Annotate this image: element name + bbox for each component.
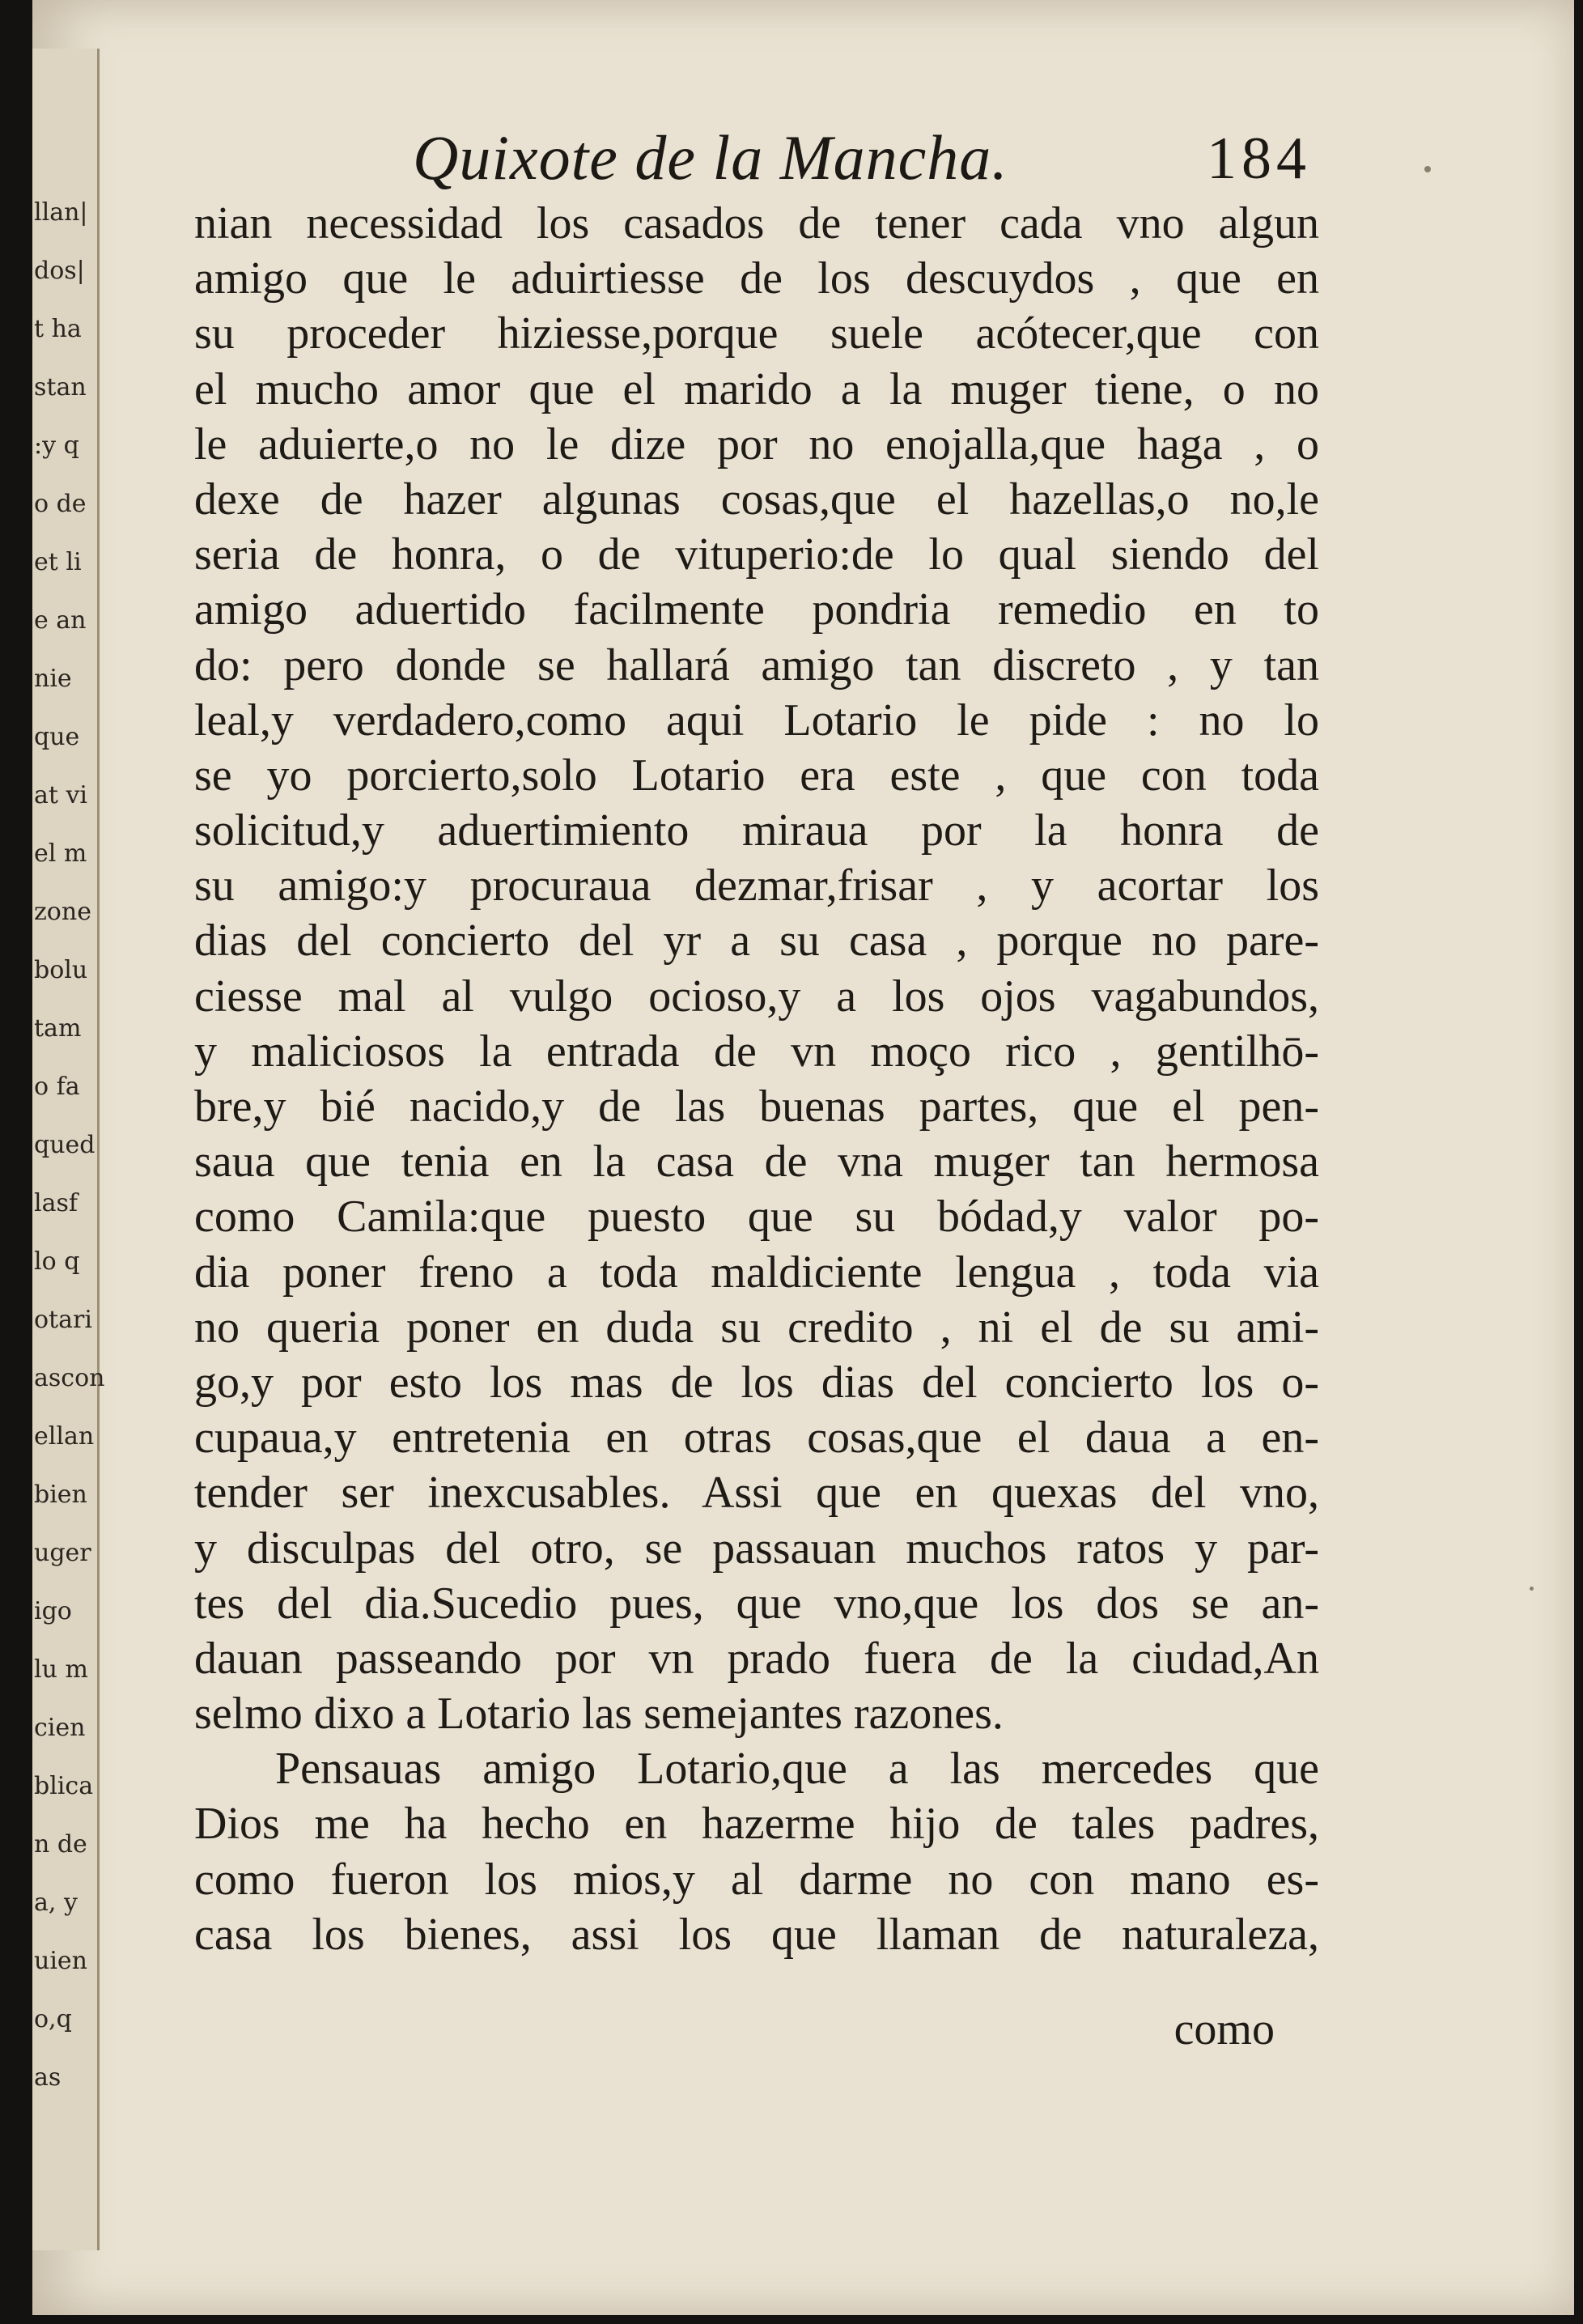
text-line: seria de honra, o de vituperio:de lo qual siendo del [194, 529, 1319, 580]
facing-page-fragment: bien [34, 1481, 87, 1509]
text-line: dia poner freno a toda maldiciente lengua , toda via [194, 1247, 1319, 1298]
facing-page-fragment: lu m [34, 1655, 88, 1684]
text-line: como fueron los mios,y al darme no con mano es- [194, 1854, 1319, 1905]
text-line: amigo aduertido facilmente pondria remedio en to [194, 584, 1319, 635]
facing-page-fragment: et li [34, 548, 82, 576]
facing-page-fragment: blica [34, 1772, 94, 1800]
facing-page-fragment: qued [34, 1131, 95, 1159]
text-line: nian necessidad los casados de tener cada vno algun [194, 198, 1319, 249]
text-line: Pensauas amigo Lotario,que a las mercedes que [275, 1744, 1319, 1795]
facing-page-edge [32, 49, 105, 2250]
text-line: y maliciosos la entrada de vn moço rico , gentilhō- [194, 1026, 1319, 1077]
facing-page-fragment: que [34, 723, 80, 751]
facing-page-fragment: e an [34, 606, 87, 635]
text-line: cupaua,y entretenia en otras cosas,que el daua a en- [194, 1413, 1319, 1464]
book-page [32, 0, 1574, 2315]
facing-page-fragment: uger [34, 1539, 91, 1567]
facing-page-fragment: nie [34, 665, 72, 693]
facing-page-fragment: uien [34, 1947, 87, 1975]
text-line: go,y por esto los mas de los dias del concierto los o- [194, 1357, 1319, 1408]
facing-page-fragment: tam [34, 1014, 82, 1043]
facing-page-fragment: stan [34, 373, 87, 401]
facing-page-fragment: as [34, 2063, 62, 2092]
facing-page-fragment: at vi [34, 781, 88, 809]
text-line: tes del dia.Sucedio pues, que vno,que los dos se an- [194, 1578, 1319, 1629]
text-line: como Camila:que puesto que su bódad,y valor po- [194, 1192, 1319, 1243]
text-line: su amigo:y procuraua dezmar,frisar , y acortar los [194, 860, 1319, 911]
facing-page-fragment: o de [34, 490, 87, 518]
facing-page-fragment: el m [34, 839, 87, 868]
facing-page-fragment: n de [34, 1830, 87, 1859]
text-line: solicitud,y aduertimiento miraua por la honra de [194, 805, 1319, 856]
folio-number: 184 [1207, 125, 1311, 192]
facing-page-fragment: lo q [34, 1247, 80, 1276]
text-line: do: pero donde se hallará amigo tan discreto , y tan [194, 639, 1319, 690]
facing-page-fragment: cien [34, 1714, 86, 1742]
facing-page-fragment: igo [34, 1597, 72, 1625]
facing-page-fragment: lasf [34, 1189, 78, 1217]
running-title: Quixote de la Mancha. [413, 122, 1008, 193]
text-line: y disculpas del otro, se passauan muchos ratos y par- [194, 1523, 1319, 1574]
body-text [194, 196, 1319, 1962]
text-line: leal,y verdadero,como aqui Lotario le pide : no lo [194, 695, 1319, 746]
text-line: tender ser inexcusables. Assi que en quexas del vno, [194, 1468, 1319, 1519]
facing-page-fragment: ascon [34, 1364, 105, 1392]
text-line: ciesse mal al vulgo ocioso,y a los ojos vagabundos, [194, 971, 1319, 1022]
facing-page-fragment: llan| [34, 198, 88, 227]
text-line: no queria poner en duda su credito , ni el de su ami- [194, 1302, 1319, 1353]
text-line: se yo porcierto,solo Lotario era este , que con toda [194, 750, 1319, 801]
text-line: el mucho amor que el marido a la muger tiene, o no [194, 363, 1319, 414]
catchword: como [1173, 2004, 1275, 2054]
facing-page-fragment: o fa [34, 1073, 80, 1101]
text-line: casa los bienes, assi los que llaman de naturaleza, [194, 1909, 1319, 1960]
text-line: su proceder hiziesse,porque suele acótecer,que con [194, 308, 1319, 359]
facing-page-fragment: bolu [34, 956, 88, 984]
text-line: dexe de hazer algunas cosas,que el hazellas,o no,le [194, 474, 1319, 525]
facing-page-fragment: dos| [34, 257, 85, 285]
paper-blemish [1530, 1587, 1534, 1591]
facing-page-fragment: a, y [34, 1889, 78, 1917]
facing-page-fragment: :y q [34, 431, 79, 460]
paper-blemish [1424, 166, 1431, 172]
facing-page-fragment: t ha [34, 315, 82, 343]
text-line: dias del concierto del yr a su casa , porque no pare- [194, 916, 1319, 967]
facing-page-fragment: o,q [34, 2005, 72, 2033]
text-line: le aduierte,o no le dize por no enojalla,que haga , o [194, 418, 1319, 469]
text-line: bre,y bié nacido,y de las buenas partes, que el pen- [194, 1081, 1319, 1132]
text-line: Dios me ha hecho en hazerme hijo de tales padres, [194, 1799, 1319, 1850]
text-line: saua que tenia en la casa de vna muger tan hermosa [194, 1137, 1319, 1187]
text-line: amigo que le aduirtiesse de los descuydos , que en [194, 253, 1319, 304]
facing-page-fragment: ellan [34, 1422, 95, 1451]
text-line: dauan passeando por vn prado fuera de la ciudad,An [194, 1633, 1319, 1684]
facing-page-fragment: otari [34, 1306, 92, 1334]
text-line: selmo dixo a Lotario las semejantes razones. [194, 1689, 1004, 1740]
facing-page-fragment: zone [34, 898, 91, 926]
